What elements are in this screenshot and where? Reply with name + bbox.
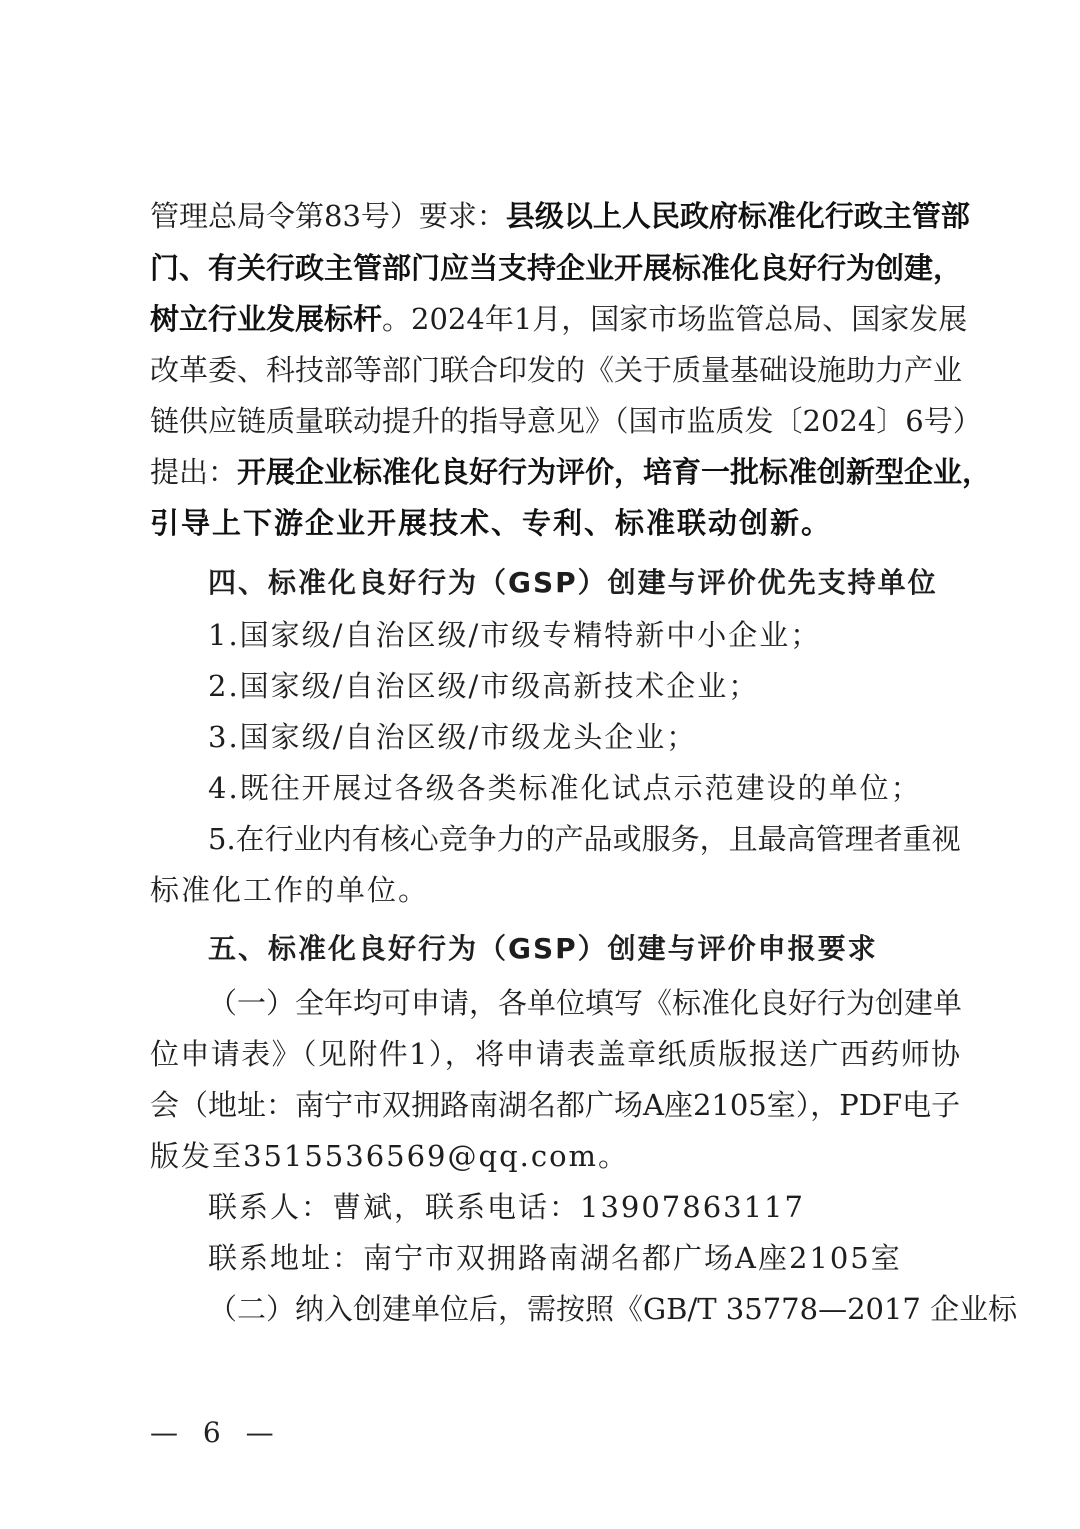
section-5-sub-2-line-1: （二）纳入创建单位后，需按照《GB/T 35778—2017 企业标 [208,1292,1018,1326]
section-5-sub-1-line-4: 版发至3515536569@qq.com。 [150,1139,630,1173]
contact-person-line: 联系人：曹斌，联系电话：13907863117 [208,1190,805,1224]
section-4-heading: 四、标准化良好行为（GSP）创建与评价优先支持单位 [208,566,938,599]
contact-address-line: 联系地址：南宁市双拥路南湖名都广场A座2105室 [208,1241,902,1275]
section-4-item-4: 4.既往开展过各级各类标准化试点示范建设的单位； [208,771,922,805]
section-5-sub-1-line-2: 位申请表》（见附件1），将申请表盖章纸质版报送广西药师协 [150,1037,960,1071]
section-5-sub-1-line-1: （一）全年均可申请，各单位填写《标准化良好行为创建单 [208,986,963,1020]
text-segment: 。2024年1月，国家市场监管总局、国家发展 [382,302,968,336]
paragraph-1-line-6 [150,452,992,492]
paragraph-1-line-5: 链供应链质量联动提升的指导意见》（国市监质发〔2024〕6号） [150,404,982,438]
paragraph-1-line-1 [150,196,970,236]
emphasized-text: 开展企业标准化良好行为评价，培育一批标准创新型企业， [237,455,992,489]
section-4-item-5-line-1: 5.在行业内有核心竞争力的产品或服务，且最高管理者重视 [208,822,961,856]
section-4-item-3: 3.国家级/自治区级/市级龙头企业； [208,720,698,754]
paragraph-1-line-4: 改革委、科技部等部门联合印发的《关于质量基础设施助力产业 [150,353,963,387]
section-4-item-5-line-2: 标准化工作的单位。 [150,873,430,907]
page-number: — 6 — [150,1416,282,1449]
section-4-item-1: 1.国家级/自治区级/市级专精特新中小企业； [208,618,822,652]
section-4-item-2: 2.国家级/自治区级/市级高新技术企业； [208,669,760,703]
section-5-heading: 五、标准化良好行为（GSP）创建与评价申报要求 [208,932,878,965]
text-segment: 提出： [150,455,238,489]
section-5-sub-1-line-3: 会（地址：南宁市双拥路南湖名都广场A座2105室），PDF电子 [150,1088,961,1122]
emphasized-text: 县级以上人民政府标准化行政主管部 [505,199,970,233]
paragraph-1-line-7: 引导上下游企业开展技术、专利、标准联动创新。 [150,506,833,540]
text-segment: 管理总局令第83号）要求： [150,199,506,233]
paragraph-1-line-2: 门、有关行政主管部门应当支持企业开展标准化良好行为创建， [150,251,963,285]
emphasized-text: 树立行业发展标杆 [150,302,383,336]
paragraph-1-line-3 [150,299,968,339]
